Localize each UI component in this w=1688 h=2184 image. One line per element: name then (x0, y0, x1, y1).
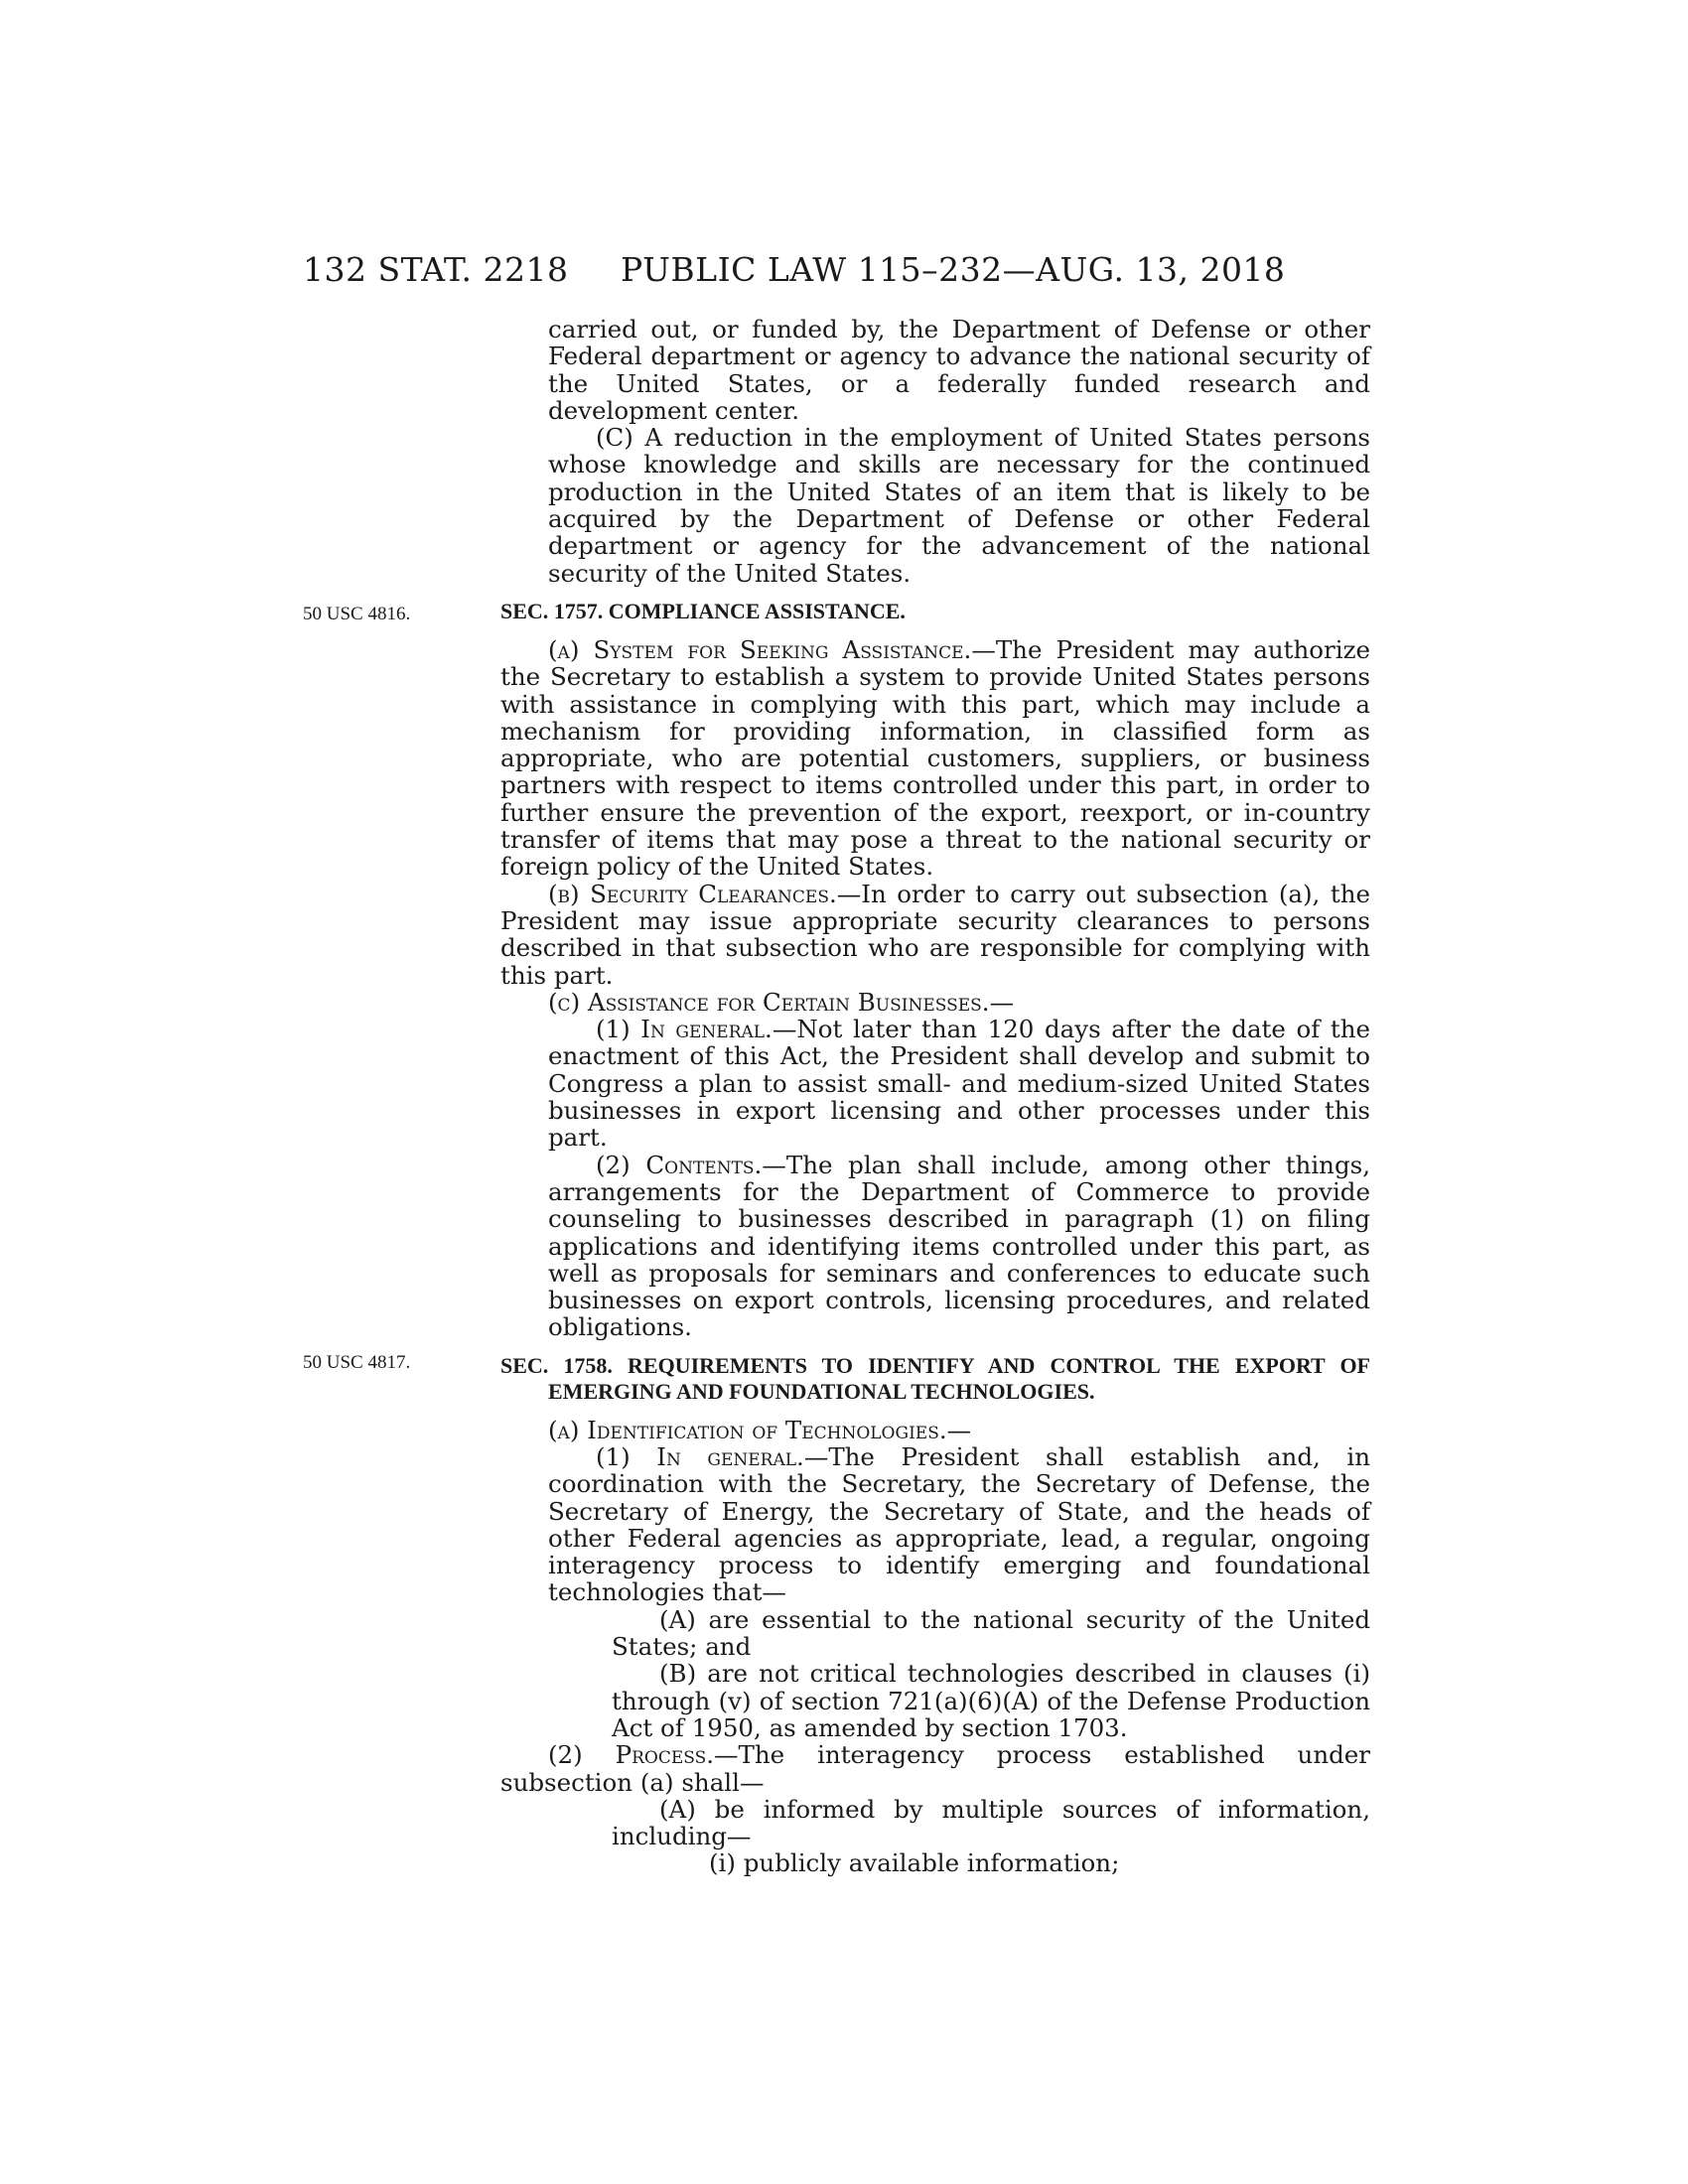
paragraph-c: (C) A reduction in the employment of United States persons whose knowledge and skills are necessary for the continued production in the United States of an item that is likely to be acquired by the Department of Defense or other Federal department or agency for the advancement of the national security of the United States. (548, 423, 1370, 588)
section-1758-a2-A: (A) be informed by multiple sources of information, including— (612, 1794, 1370, 1851)
section-1758-a2 (500, 1741, 1370, 1796)
section-1758-a-heading: (a) Identification of Technologies.— (548, 1415, 972, 1444)
section-1758-a2-A-i: (i) publicly available information; (709, 1848, 1120, 1878)
header-stat: 132 STAT. 2218 (303, 250, 569, 289)
section-1758-a1-A: (A) are essential to the national security of the United States; and (612, 1604, 1370, 1662)
document-body (500, 316, 1370, 1877)
section-1757-heading: SEC. 1757. COMPLIANCE ASSISTANCE. (500, 598, 906, 623)
section-1757-a (500, 636, 1370, 881)
section-1757-a-text: —The President may authorize the Secretary to establish a system to provide United States persons with assistance in complying with this part, which may include a mechanism for providing information, in classified form as appropriate, who are potential customers, suppliers, or business partners with respect to items controlled under this part, in order to further ensure the prevention of the export, reexport, or in-country transfer of items that may pose a threat to the national security or foreign policy of the United States. (500, 634, 1370, 882)
section-1757-b (500, 881, 1370, 989)
section-1758-a1 (500, 1443, 1370, 1606)
section-1758-a1-heading: (1) In general. (596, 1441, 804, 1471)
section-1757-c2-heading: (2) Contents. (596, 1150, 763, 1179)
header-title: PUBLIC LAW 115–232—AUG. 13, 2018 (621, 250, 1286, 289)
section-1757-c1-heading: (1) In general. (596, 1015, 773, 1044)
section-1757-c-heading: (c) Assistance for Certain Businesses.— (548, 987, 1015, 1017)
section-1757-c2 (500, 1152, 1370, 1341)
section-1758-a1-B: (B) are not critical technologies described in clauses (i) through (v) of section 721(a)(6)(A) of the Defense Production Act of 1950, as amended by section 1703. (612, 1659, 1370, 1742)
section-1757-c1 (500, 1016, 1370, 1151)
section-1757-b-heading: (b) Security Clearances. (548, 879, 837, 908)
margin-note-sec1757: 50 USC 4816. (303, 604, 411, 624)
section-1757-b-text: —In order to carry out subsection (a), the President may issue appropriate security clearances to persons described in that subsection who are responsible for complying with this part. (500, 879, 1370, 990)
section-1758-a2-text: —The interagency process established under subsection (a) shall— (500, 1740, 1370, 1797)
section-1757-c2-text: —The plan shall include, among other things, arrangements for the Department of Commerce to provide counseling to businesses described in paragraph (1) on filing applications and identifying items controlled under this part, as well as proposals for seminars and conferences to educate such businesses on export controls, licensing procedures, and related obligations. (548, 1150, 1370, 1342)
section-1757-c1-text: —Not later than 120 days after the date of the enactment of this Act, the President shall develop and submit to Congress a plan to assist small- and medium-sized United States businesses in export licensing and other processes under this part. (548, 1015, 1370, 1153)
margin-note-sec1758: 50 USC 4817. (303, 1352, 411, 1373)
section-1757-a-heading: (a) System for Seeking Assistance. (548, 634, 972, 664)
paragraph-continuation: carried out, or funded by, the Department of Defense or other Federal department or agency to advance the national security of the United States, or a federally funded research and development center. (548, 315, 1370, 425)
section-1758-a1-text: —The President shall establish and, in coordination with the Secretary, the Secretary of Defense, the Secretary of Energy, the Secretary of State, and the heads of other Federal agencies as appropriate, lead, a regular, ongoing interagency process to identify emerging and foundational technologies that— (548, 1441, 1370, 1607)
section-1758-a2-heading: (2) Process. (548, 1740, 715, 1770)
section-1758-heading: SEC. 1758. REQUIREMENTS TO IDENTIFY AND CONTROL THE EXPORT OF EMERGING AND FOUNDATIONAL TECHNOLOGIES. (500, 1352, 1370, 1404)
